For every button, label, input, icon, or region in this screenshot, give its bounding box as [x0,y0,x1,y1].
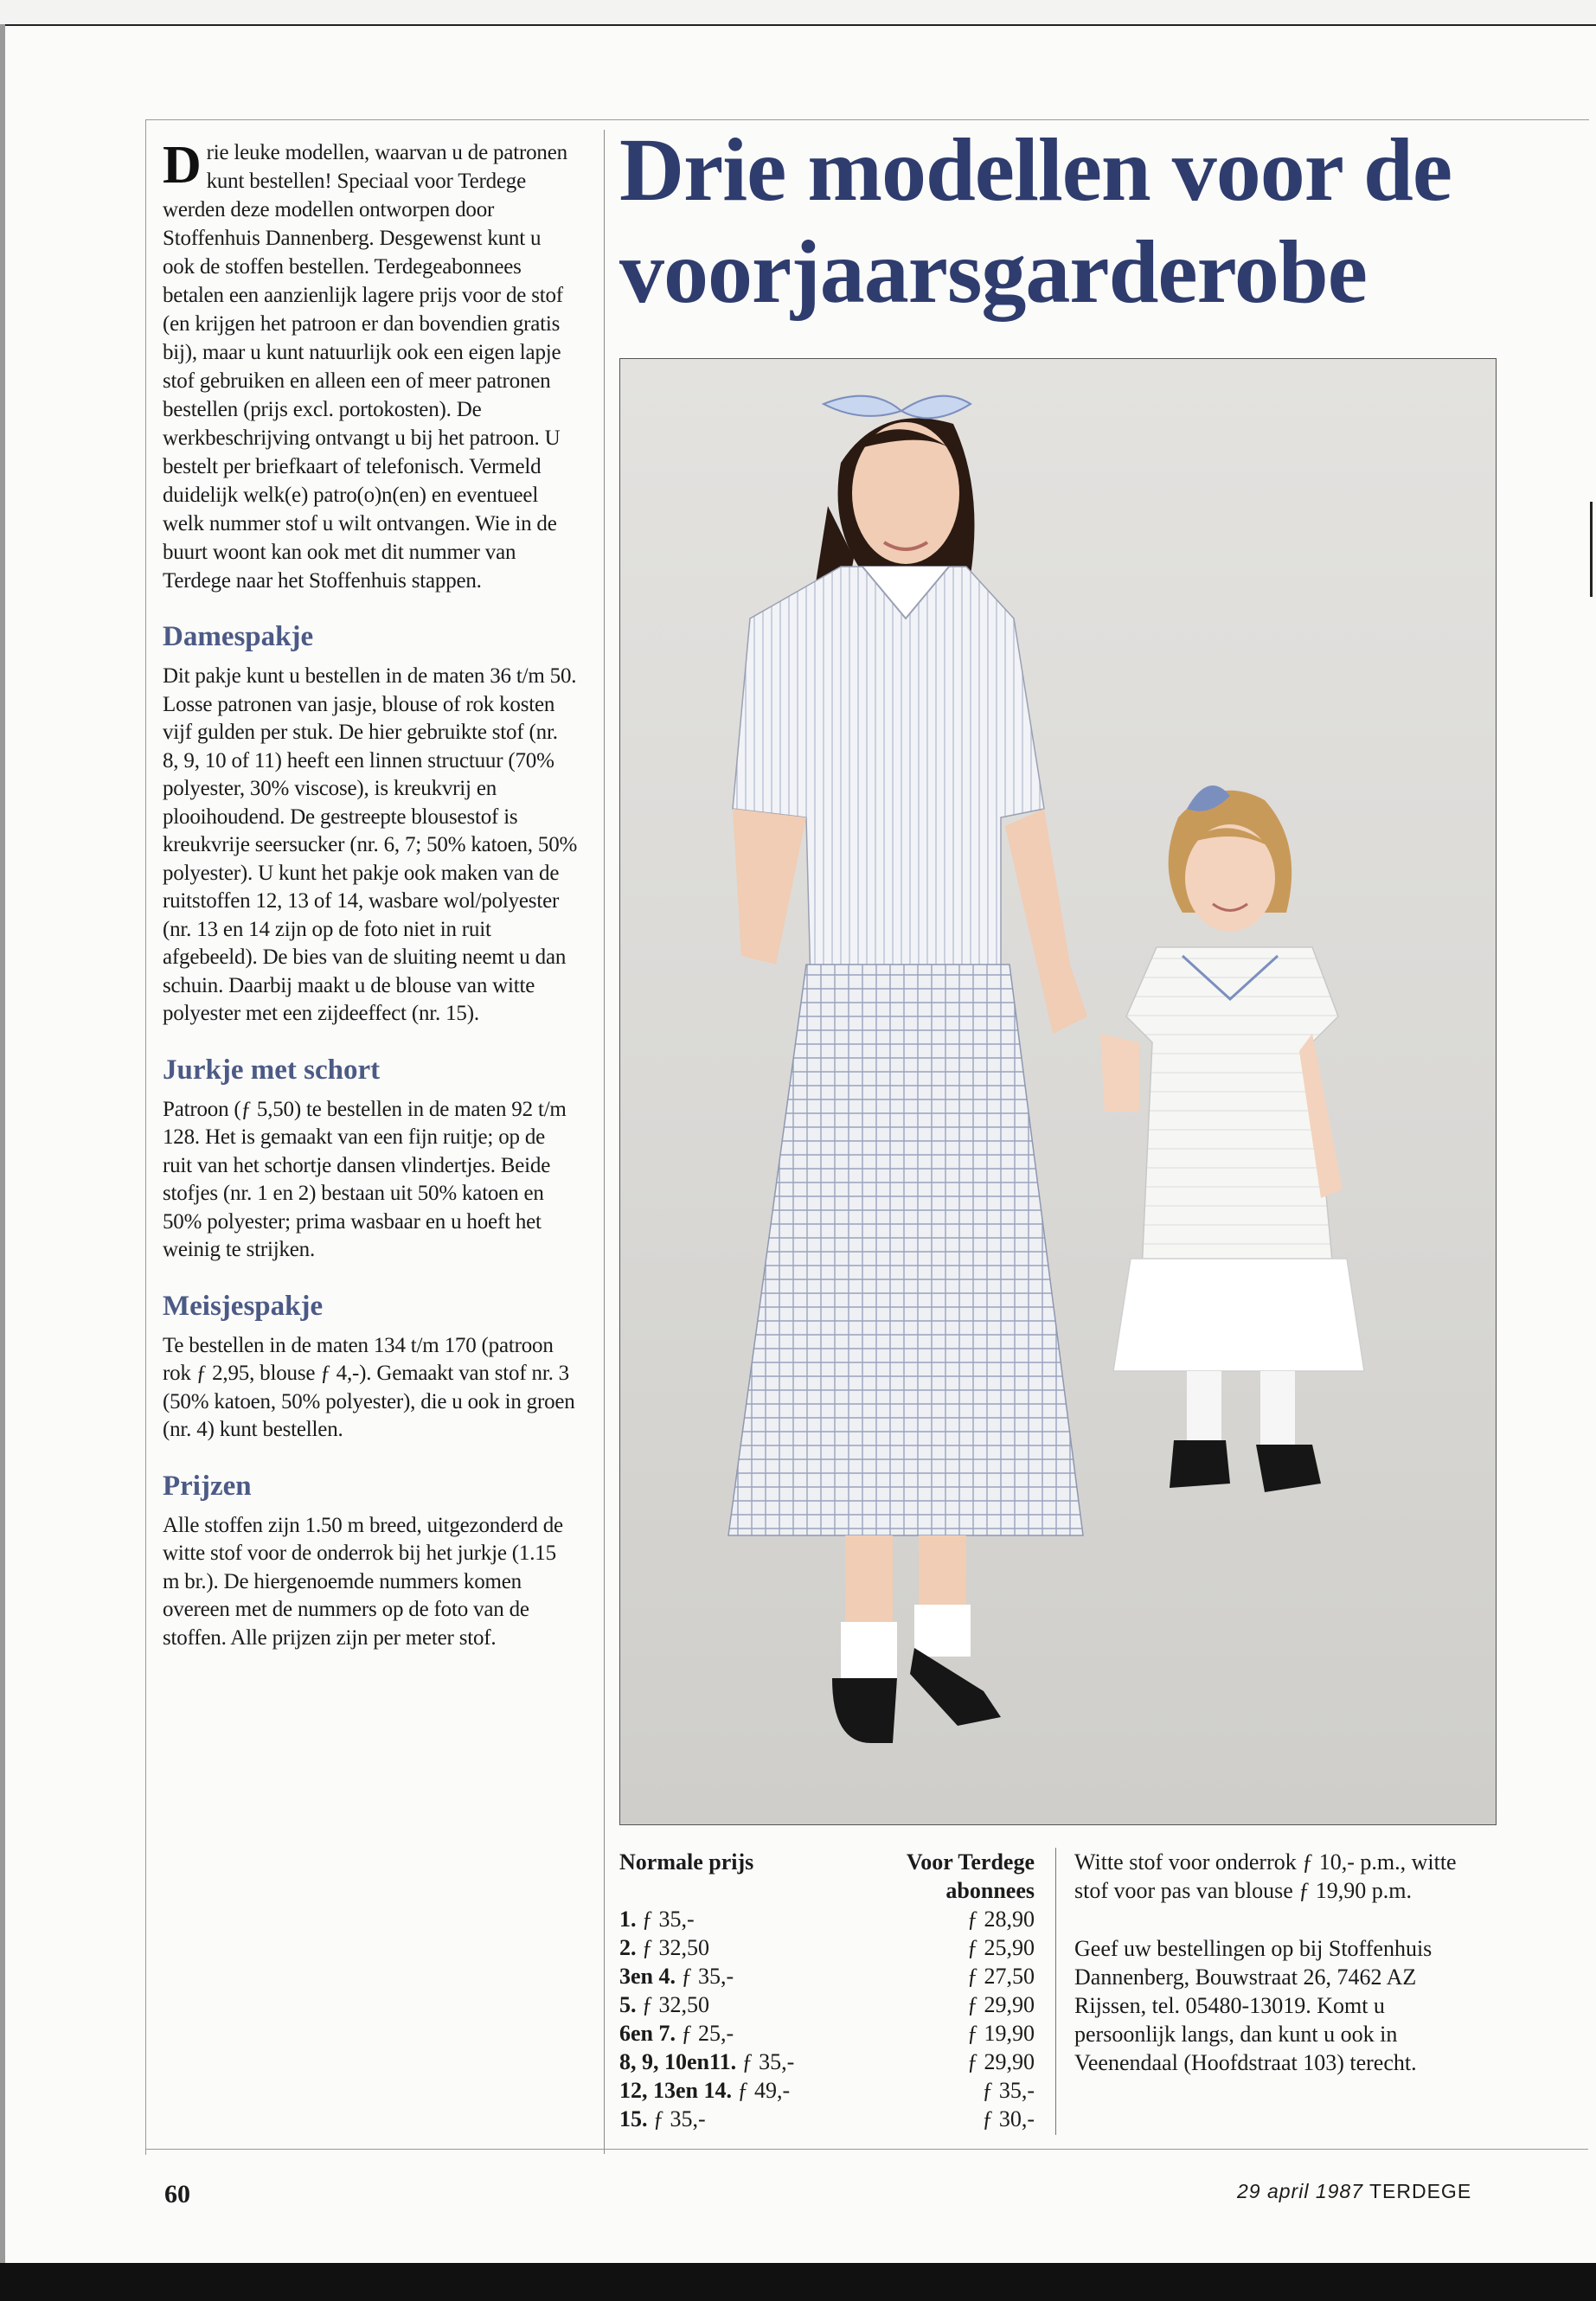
scan-right-mark [1590,502,1593,597]
normal-price: ƒ 35,- [642,1907,695,1932]
normal-price: ƒ 32,50 [642,1992,709,2017]
fabric-number: 1. [619,1907,637,1932]
subscriber-price: ƒ 35,- [982,2078,1035,2103]
price-row [619,2105,1035,2133]
section-heading: Jurkje met schort [163,1054,381,1086]
section-body: Te bestellen in de maten 134 t/m 170 (patroon rok ƒ 2,95, blouse ƒ 4,-). Gemaakt van stof nr. 3 (50% katoen, 50% polyester), die u ook in groen (nr. 4) kunt bestellen. [163,1333,575,1441]
subscriber-price: ƒ 29,90 [967,1992,1035,2017]
fabric-number: 8, 9, 10en11. [619,2049,737,2074]
section-heading: Damespakje [163,621,314,652]
younger-girl-figure [1100,785,1364,1492]
price-row [619,2019,1035,2048]
magazine-name: TERDEGE [1368,2180,1472,2202]
price-table [619,1848,1035,2133]
intro-paragraph [163,138,578,595]
price-row [619,2076,1035,2105]
price-row [619,1933,1035,1962]
fabric-number: 6en 7. [619,2021,676,2046]
section-body: Alle stoffen zijn 1.50 m breed, uitgezonderd de witte stof voor de onderrok bij het jurkje (1.15 m br.). De hiergenoemde nummers komen overeen met de nummers op de foto van de stoffen. Alle prijzen zijn per meter stof. [163,1513,563,1650]
fabric-number: 2. [619,1935,637,1960]
normal-price: ƒ 25,- [681,2021,734,2046]
price-row [619,1990,1035,2019]
section-body: Patroon (ƒ 5,50) te bestellen in de maten 92 t/m 128. Het is gemaakt van een fijn ruitje; op de ruit van het schortje dansen vlindertjes. Beide stofjes (nr. 1 en 2) bestaan uit 50% katoen en 50% polyester; prima wasbaar en u hoeft het weinig te strijken. [163,1097,567,1261]
normal-price: ƒ 35,- [653,2106,706,2131]
subscriber-price: ƒ 29,90 [967,2049,1035,2074]
price-row [619,2048,1035,2076]
footer-issue [1237,2180,1471,2203]
section-heading: Prijzen [163,1470,252,1502]
section-damespakje [163,619,578,1029]
older-girl-figure [728,396,1087,1743]
fabric-number: 5. [619,1992,637,2017]
order-notes [1074,1848,1481,2106]
price-row [619,1905,1035,1933]
normal-price: ƒ 35,- [681,1964,734,1989]
fabric-number: 15. [619,2106,648,2131]
subscriber-price: ƒ 25,90 [967,1935,1035,1960]
white-fabric-note: Witte stof voor onderrok ƒ 10,- p.m., witte stof voor pas van blouse ƒ 19,90 p.m. [1074,1849,1457,1903]
column-divider [604,130,605,2154]
fashion-photo [619,358,1497,1825]
scan-bottom-edge [0,2263,1596,2301]
header-normal-price: Normale prijs [619,1849,754,1875]
issue-date: 29 april 1987 [1237,2180,1363,2202]
ordering-note: Geef uw bestellingen op bij Stoffenhuis Dannenberg, Bouwstraat 26, 7462 AZ Rijssen, tel. 05480-13019. Komt u persoonlijk langs, dan kunt u ook in Veenendaal (Hoofdstraat 103) terecht. [1074,1936,1433,2075]
scan-left-edge [0,24,5,2263]
subscriber-price: ƒ 28,90 [967,1907,1035,1932]
fabric-number: 3en 4. [619,1964,676,1989]
subscriber-price: ƒ 27,50 [967,1964,1035,1989]
fabric-number: 12, 13en 14. [619,2078,732,2103]
section-prijzen [163,1469,578,1653]
page-number: 60 [164,2180,190,2208]
section-heading: Meisjespakje [163,1290,324,1322]
header-subscriber-price: Voor Terdege abonnees [906,1849,1035,1903]
footer-rule [145,2149,1588,2150]
section-jurkje [163,1053,578,1265]
normal-price: ƒ 35,- [741,2049,795,2074]
subscriber-price: ƒ 19,90 [967,2021,1035,2046]
intro-text: rie leuke modellen, waarvan u de patronen kunt bestellen! Speciaal voor Terdege werden deze modellen ontworpen door Stoffenhuis Dannenberg. Desgewenst kunt u ook de stoffen bestellen. Terdegeabonnees betalen een aanzienlijk lagere prijs voor de stof (en krijgen het patroon er dan bovendien gratis bij), maar u kunt natuurlijk ook een eigen lapje stof gebruiken en alleen een of meer patronen bestellen (prijs excl. portokosten). De werkbeschrijving ontvangt u bij het patroon. U bestelt per briefkaart of telefonisch. Vermeld duidelijk welk(e) patro(o)n(en) en eventueel welk nummer stof u wilt ontvangen. Wie in de buurt woont kan ook met dit nummer van Terdege naar het Stoffenhuis stappen. [163,141,567,593]
section-meisjespakje [163,1289,578,1445]
normal-price: ƒ 32,50 [642,1935,709,1960]
article-title: Drie modellen voor de voorjaarsgarderobe [619,120,1452,322]
subscriber-price: ƒ 30,- [982,2106,1035,2131]
section-body: Dit pakje kunt u bestellen in de maten 36 t/m 50. Losse patronen van jasje, blouse of rok kosten vijf gulden per stuk. De hier gebruikte stof (nr. 8, 9, 10 of 11) heeft een linnen structuur (70% polyester, 30% viscose), is kreukvrij en plooihoudend. De gestreepte blousestof is kreukvrije seersucker (nr. 6, 7; 50% katoen, 50% polyester). U kunt het pakje ook maken van de ruitstoffen 12, 13 of 14, wasbare wol/polyester (nr. 13 en 14 zijn op de foto niet in ruit afgebeeld). De bies van de sluiting neemt u dan schuin. Daarbij maakt u de blouse van witte polyester met een zijdeeffect (nr. 15). [163,664,578,1025]
drop-cap: D [163,136,202,195]
price-row [619,1962,1035,1990]
left-column [163,138,578,1652]
price-table-header [619,1848,1035,1905]
notes-divider [1055,1848,1056,2135]
photo-illustration [620,359,1496,1824]
normal-price: ƒ 49,- [737,2078,791,2103]
scan-top-edge [0,0,1596,26]
